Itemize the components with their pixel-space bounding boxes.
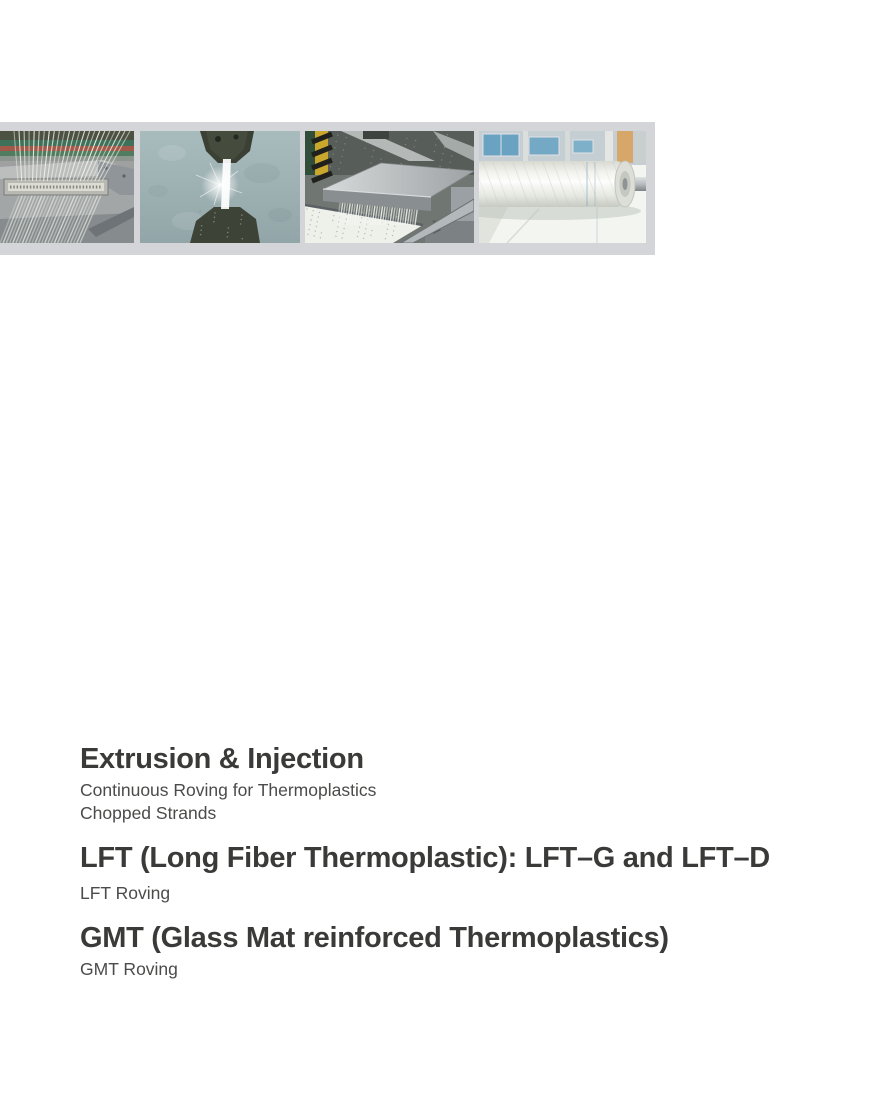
- section-line-lft-roving: LFT Roving: [80, 883, 171, 903]
- section-heading-gmt: GMT (Glass Mat reinforced Thermoplastics): [80, 922, 669, 954]
- section-heading-lft: LFT (Long Fiber Thermoplastic): LFT–G and LFT–D: [80, 842, 770, 874]
- glass-roving-creel-photo: [0, 131, 134, 243]
- photo-banner: [0, 122, 655, 255]
- section-line-chopped-strands: Chopped Strands: [80, 803, 217, 823]
- section-line-continuous-roving: Continuous Roving for Thermoplastics: [80, 780, 377, 800]
- section-line-gmt-roving: GMT Roving: [80, 959, 178, 979]
- chopped-strands-machine-photo: [305, 131, 474, 243]
- tensile-test-fiber-photo: [140, 131, 300, 243]
- section-heading-extrusion-injection: Extrusion & Injection: [80, 743, 364, 775]
- glass-fabric-roll-photo: [479, 131, 646, 243]
